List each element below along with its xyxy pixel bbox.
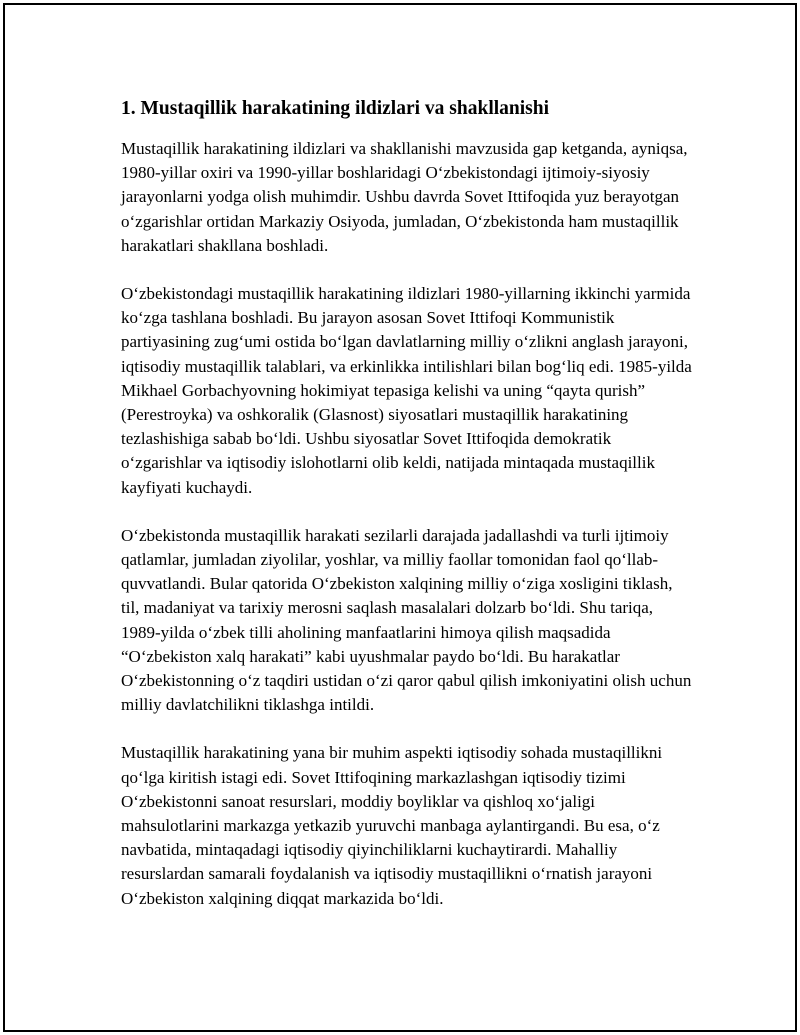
document-page xyxy=(3,3,797,1032)
document-body xyxy=(121,95,693,935)
paragraph-3: O‘zbekistonda mustaqillik harakati sezilarli darajada jadallashdi va turli ijtimoiy qatlamlar, jumladan ziyolilar, yoshlar, va milliy faollar tomonidan faol qo‘llab-quvvatlandi. Bular qatorida O‘zbekiston xalqining milliy o‘ziga xosligini tiklash, til, madaniyat va tarixiy merosni saqlash masalalari dolzarb bo‘ldi. Shu tariqa, 1989-yilda o‘zbek tilli aholining manfaatlarini himoya qilish maqsadida “O‘zbekiston xalq harakati” kabi uyushmalar paydo bo‘ldi. Bu harakatlar O‘zbekistonning o‘z taqdiri ustidan o‘zi qaror qabul qilish imkoniyatini olish uchun milliy davlatchilikni tiklashga intildi. xyxy=(121,525,692,715)
paragraph-1: Mustaqillik harakatining ildizlari va shakllanishi mavzusida gap ketganda, ayniqsa, 1980-yillar oxiri va 1990-yillar boshlaridagi O‘zbekistondagi ijtimoiy-siyosiy jarayonlarni yodga olish muhimdir. Ushbu davrda Sovet Ittifoqida yuz berayotgan o‘zgarishlar ortidan Markaziy Osiyoda, jumladan, O‘zbekistonda ham mustaqillik harakatlari shakllana boshladi. xyxy=(121,139,688,255)
section-heading: 1. Mustaqillik harakatining ildizlari va shakllanishi xyxy=(121,98,550,119)
paragraph-2: O‘zbekistondagi mustaqillik harakatining ildizlari 1980-yillarning ikkinchi yarmida ko‘zga tashlana boshladi. Bu jarayon asosan Sovet Ittifoqi Kommunistik partiyasining zug‘umi ostida bo‘lgan davlatlarning milliy o‘zlikni anglash jarayoni, iqtisodiy mustaqillik talablari, va erkinlikka intilishlari bilan bog‘liq edi. 1985-yilda Mikhael Gorbachyovning hokimiyat tepasiga kelishi va uning “qayta qurish” (Perestroyka) va oshkoralik (Glasnost) siyosatlari mustaqillik harakatining tezlashishiga sabab bo‘ldi. Ushbu siyosatlar Sovet Ittifoqida demokratik o‘zgarishlar va iqtisodiy islohotlarni olib keldi, natijada mintaqada mustaqillik kayfiyati kuchaydi. xyxy=(121,284,692,497)
paragraph-4: Mustaqillik harakatining yana bir muhim aspekti iqtisodiy sohada mustaqillikni qo‘lga kiritish istagi edi. Sovet Ittifoqining markazlashgan iqtisodiy tizimi O‘zbekistonni sanoat resurslari, moddiy boyliklar va qishloq xo‘jaligi mahsulotlarini markazga yetkazib yuruvchi manbaga aylantirgandi. Bu esa, o‘z navbatida, mintaqadagi iqtisodiy qiyinchiliklarni kuchaytirardi. Mahalliy resurslardan samarali foydalanish va iqtisodiy mustaqillikni o‘rnatish jarayoni O‘zbekiston xalqining diqqat markazida bo‘ldi. xyxy=(121,743,663,908)
